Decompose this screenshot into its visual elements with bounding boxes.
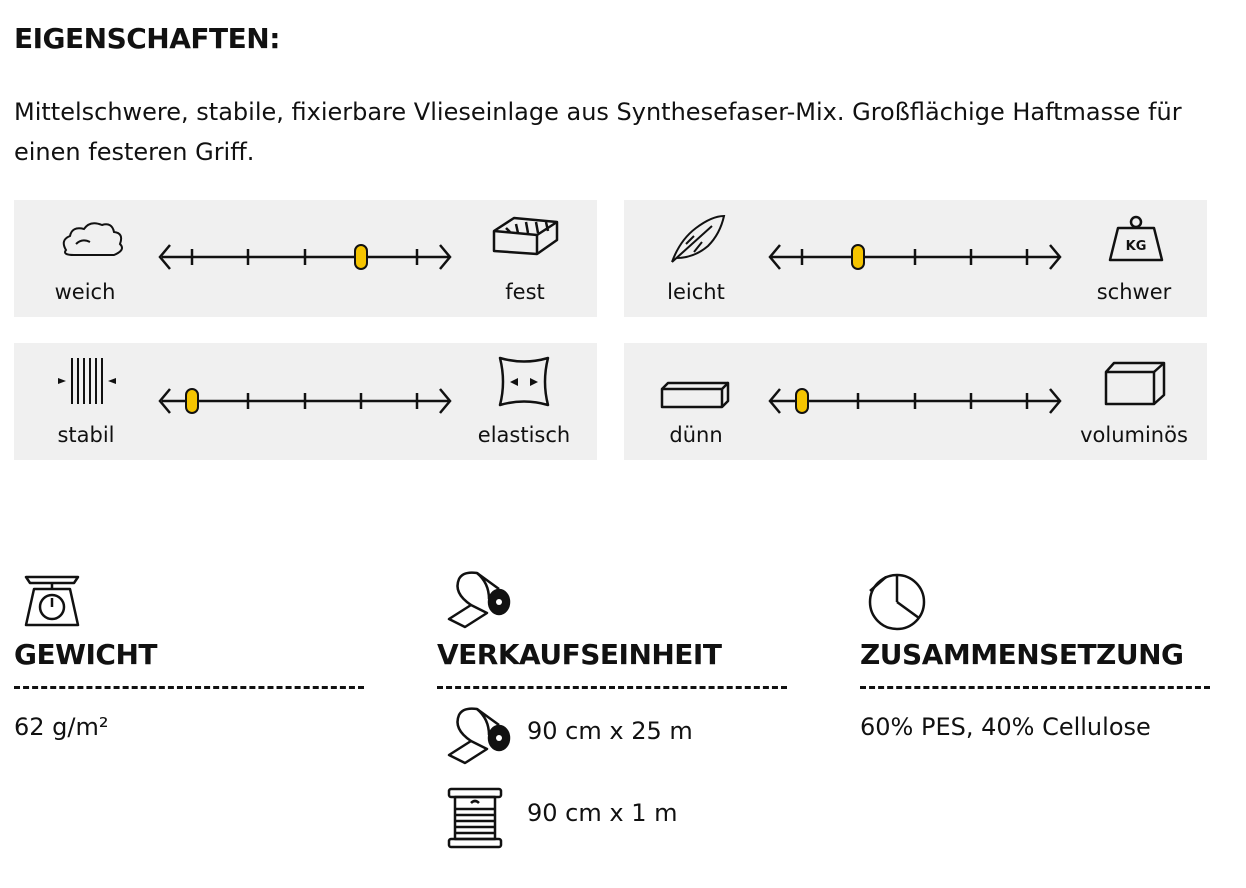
scale-left-label: dünn — [669, 423, 723, 447]
slider-marker — [796, 389, 808, 413]
scale-right-label: voluminös — [1080, 423, 1188, 447]
slider-track — [160, 389, 450, 413]
weight-value: 62 g/m² — [14, 713, 109, 741]
stable-lines-icon — [58, 358, 116, 404]
slider-track — [770, 245, 1060, 269]
fabric-roll-icon — [441, 569, 513, 631]
kitchen-scale-icon — [22, 573, 82, 629]
cloud-icon — [64, 223, 122, 255]
slider-track — [770, 389, 1060, 413]
scale-left-label: weich — [54, 280, 116, 304]
spool-icon — [445, 785, 505, 851]
scale-duenn-volumioes — [624, 343, 1207, 460]
pie-chart-icon — [866, 571, 928, 633]
divider — [437, 686, 787, 689]
slider-marker — [355, 245, 367, 269]
slider-track — [160, 245, 450, 269]
scale-right-label: elastisch — [477, 423, 571, 447]
scale-right-label: schwer — [1096, 280, 1172, 304]
divider — [14, 686, 364, 689]
scale-left-label: stabil — [57, 423, 115, 447]
slider-marker — [852, 245, 864, 269]
scale-weich-fest — [14, 200, 597, 317]
composition-title: ZUSAMMENSETZUNG — [860, 638, 1184, 671]
scale-right-label: fest — [505, 280, 545, 304]
volume-box-icon — [1106, 363, 1164, 404]
sales-unit-title: VERKAUFSEINHEIT — [437, 638, 722, 671]
feather-icon — [672, 216, 724, 262]
divider — [860, 686, 1210, 689]
scale-leicht-schwer — [624, 200, 1207, 317]
sales-unit-spool-value: 90 cm x 1 m — [527, 799, 678, 827]
composition-value: 60% PES, 40% Cellulose — [860, 713, 1151, 741]
fabric-roll-icon — [441, 705, 513, 767]
sales-unit-roll-value: 90 cm x 25 m — [527, 717, 693, 745]
thin-block-icon — [662, 383, 728, 407]
svg-text:KG: KG — [1125, 239, 1147, 254]
product-description: Mittelschwere, stabile, fixierbare Vlieseinlage aus Synthesefaser-Mix. Großflächige Haftmasse für einen festeren Griff. — [14, 98, 1182, 166]
weight-title: GEWICHT — [14, 638, 157, 671]
weight-icon — [1110, 217, 1162, 260]
stretch-icon — [500, 358, 548, 405]
page-title: EIGENSCHAFTEN: — [14, 22, 280, 55]
scale-stabil-elastisch — [14, 343, 597, 460]
slider-marker — [186, 389, 198, 413]
brick-icon — [494, 218, 557, 254]
scale-left-label: leicht — [667, 280, 725, 304]
